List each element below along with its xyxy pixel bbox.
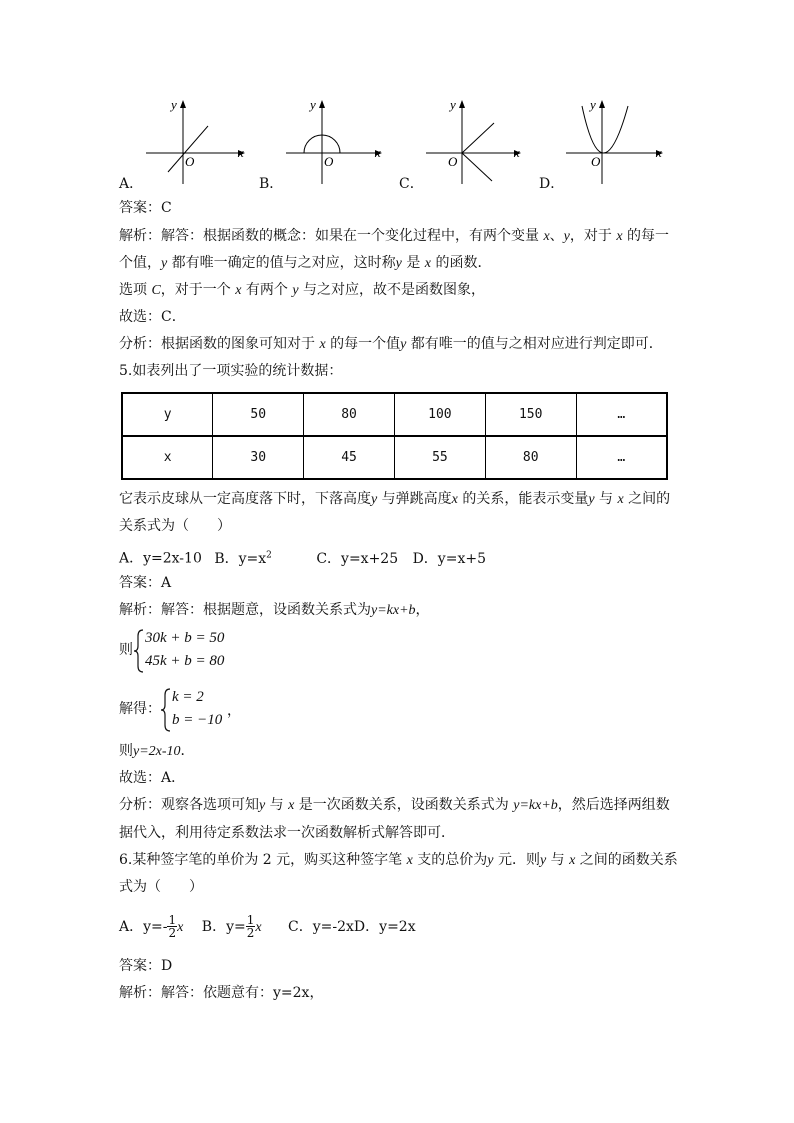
option-d-label: D． (539, 176, 565, 192)
q5-system2-eq2: b = −10 (172, 712, 223, 728)
row-label: y (122, 393, 213, 436)
option-a-label: A． (119, 176, 144, 192)
origin-label: O (185, 154, 195, 169)
origin-label: O (591, 154, 601, 169)
q5-desc-line1: 它表示皮球从一定高度落下时，下落高度y 与弹跳高度x 的关系，能表示变量y 与 x 之间的 (119, 491, 671, 507)
row-label: x (122, 436, 213, 479)
y-axis-arrow (319, 100, 325, 108)
q4-analysis-line1: 解析：解答：根据函数的概念：如果在一个变化过程中，有两个变量 x、y，对于 x 的每一 (119, 228, 670, 244)
q5-solution: 解析：解答：根据题意，设函数关系式为y=kx+b， (119, 602, 430, 618)
q5-fenxi-line1: 分析：观察各选项可知y 与 x 是一次函数关系，设函数关系式为 y=kx+b，然后选择两组数 (119, 797, 670, 813)
q5-choose: 故选：A． (119, 770, 186, 786)
option-b-label: B． (259, 176, 284, 192)
y-axis-arrow (180, 100, 186, 108)
y-label: y (450, 97, 456, 112)
table-cell: 150 (485, 393, 576, 436)
table-cell: 45 (304, 436, 395, 479)
q5-result: 则y=2x-10． (119, 743, 195, 759)
brace-icon (133, 628, 145, 674)
q5-stem: 5.如表列出了一项实验的统计数据： (119, 363, 343, 379)
graph-curve (582, 106, 628, 153)
table-cell: 80 (304, 393, 395, 436)
table-cell: 80 (485, 436, 576, 479)
option-a: A．y=- $\frac{1}{2}$ x (119, 913, 184, 940)
option-b: B．y= $\frac{1}{2}$ x (201, 913, 262, 940)
q4-answer: 答案：C (119, 200, 172, 216)
option-a: A．y=2x-10 (119, 550, 202, 567)
q6-solution: 解析：解答：依题意有：y=2x， (119, 985, 324, 1001)
option-c-label: C． (399, 176, 424, 192)
q5-system2-tail: ， (227, 703, 241, 719)
q5-data-table (121, 392, 668, 480)
graph-curve-lower (462, 153, 492, 181)
graph-option-c (420, 96, 530, 188)
brace-icon (160, 687, 172, 733)
q5-options (119, 546, 486, 568)
q6-stem-line1: 6.某种签字笔的单价为 2 元，购买这种签字笔 x 支的总价为y 元．则y 与 x 之间的函数关系 (119, 852, 678, 868)
graph-option-a (140, 96, 250, 188)
q6-stem-line2: 式为（ ） (119, 879, 203, 895)
y-label: y (310, 97, 316, 112)
q4-choose: 故选：C． (119, 309, 186, 325)
q5-system1-eq2: 45k + b = 80 (145, 653, 225, 669)
q6-answer: 答案：D (119, 958, 173, 974)
y-label: y (590, 97, 596, 112)
x-label: x (238, 145, 244, 160)
y-axis-arrow (599, 100, 605, 108)
graph-option-d (560, 96, 670, 188)
q5-answer: 答案：A (119, 575, 172, 591)
table-cell: 50 (213, 393, 304, 436)
option-b: B．$y=x^2$ (214, 550, 272, 567)
option-cd: C．y=-2xD．y=2x (288, 918, 416, 935)
x-label: x (656, 145, 662, 160)
y-label: y (171, 97, 177, 112)
table-row (122, 393, 667, 436)
q5-ze-label: 则 (119, 642, 133, 658)
q4-fenxi: 分析：根据函数的图象可知对于 x 的每一个值y 都有唯一的值与之相对应进行判定即可． (119, 336, 663, 352)
fraction: $\frac{1}{2}$ (168, 913, 177, 940)
origin-label: O (448, 154, 458, 169)
table-cell: 100 (394, 393, 485, 436)
fraction: $\frac{1}{2}$ (246, 913, 255, 940)
q5-system2-eq1: k = 2 (172, 689, 204, 705)
table-cell: 30 (213, 436, 304, 479)
table-cell: … (576, 436, 667, 479)
origin-label: O (324, 154, 334, 169)
q5-fenxi-line2: 据代入，利用待定系数法求一次函数解析式解答即可． (119, 825, 455, 841)
q5-desc-line2: 关系式为（ ） (119, 518, 231, 534)
option-d: D．y=x+5 (412, 550, 486, 567)
q5-jiede-label: 解得： (119, 701, 161, 717)
x-label: x (375, 145, 381, 160)
q6-options (119, 914, 416, 940)
q5-system1-eq1: 30k + b = 50 (145, 630, 225, 646)
option-c: C．y=x+25 (316, 550, 399, 567)
y-axis-arrow (459, 100, 465, 108)
table-cell: … (576, 393, 667, 436)
graph-curve-upper (462, 123, 494, 153)
q4-analysis-line2: 个值，y 都有唯一确定的值与之对应，这时称y 是 x 的函数． (119, 255, 492, 271)
graph-option-b (280, 96, 390, 188)
x-label: x (514, 145, 520, 160)
table-row (122, 436, 667, 479)
q4-option-c-note: 选项 C，对于一个 x 有两个 y 与之对应，故不是函数图象， (119, 282, 486, 298)
table-cell: 55 (394, 436, 485, 479)
